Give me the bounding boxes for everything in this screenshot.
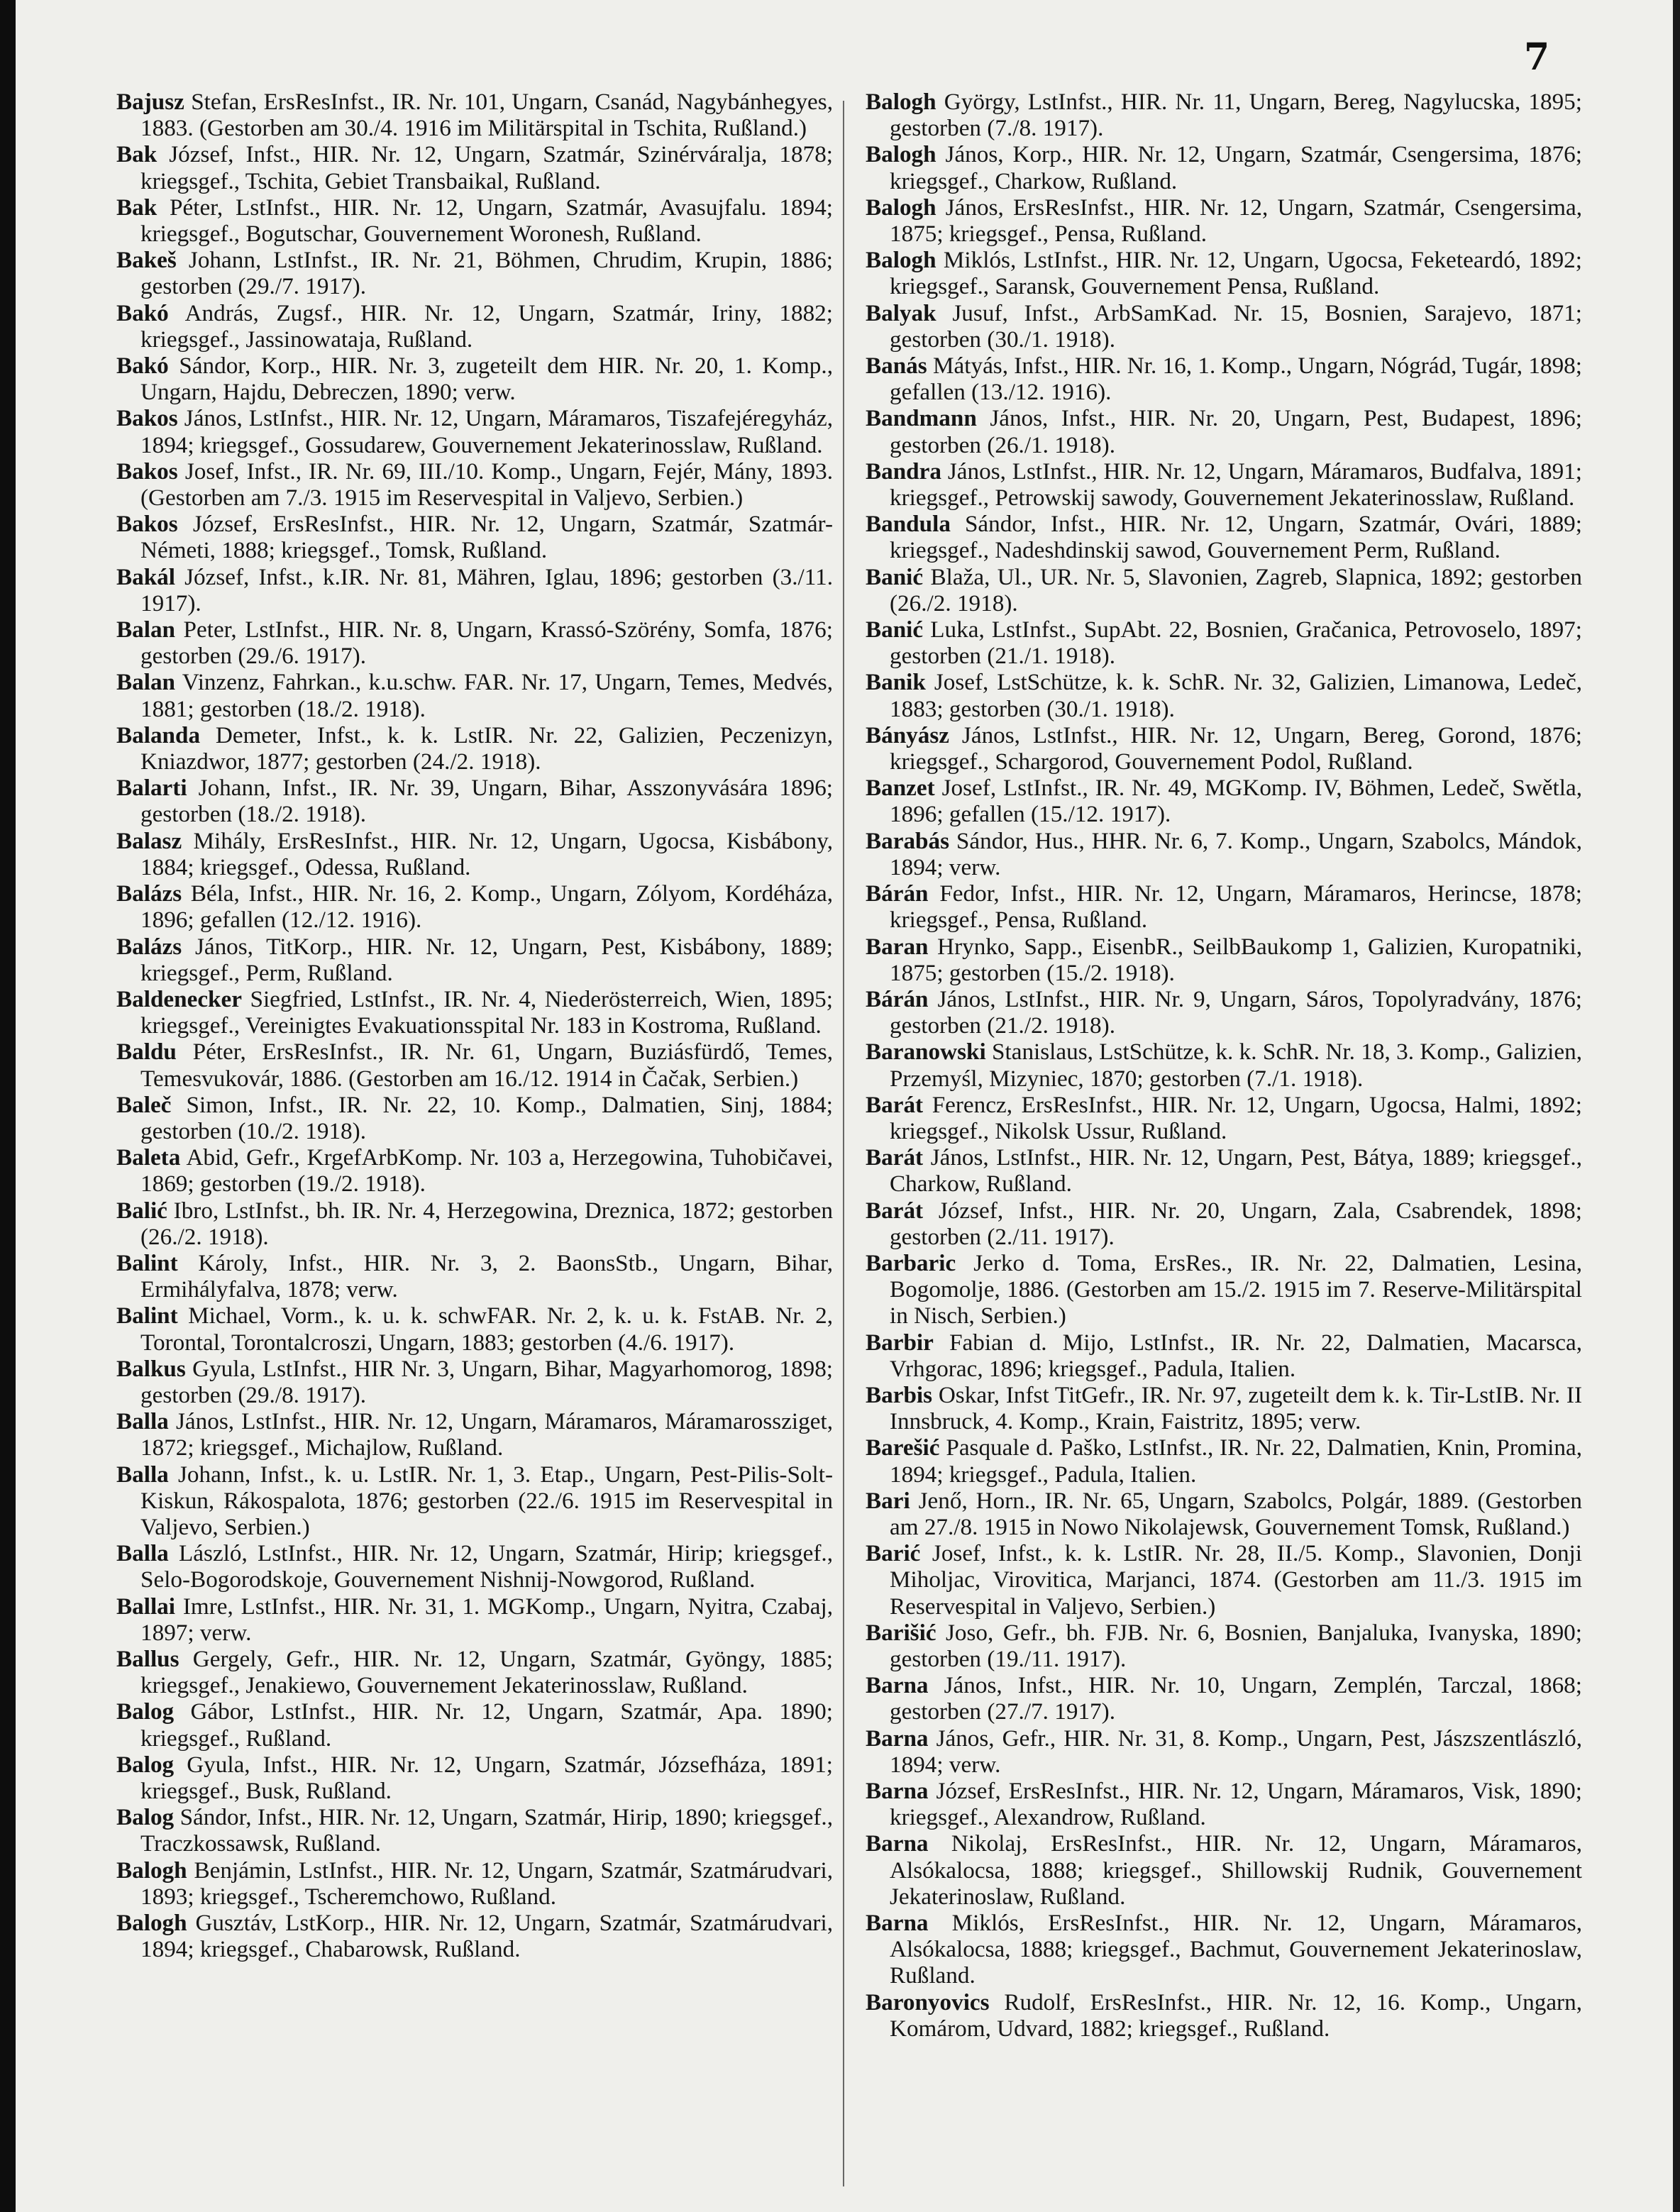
entry-details: Hrynko, Sapp., EisenbR., SeilbBaukomp 1, Galizien, Kuropatniki, 1875; gestorben (15./2. 1918). — [890, 933, 1582, 986]
list-entry — [116, 564, 833, 616]
list-entry — [866, 986, 1582, 1039]
entry-surname: Bakos — [116, 405, 178, 432]
list-entry — [116, 1857, 833, 1910]
entry-surname: Barát — [866, 1197, 924, 1224]
entry-details: Rudolf, ErsResInfst., HIR. Nr. 12, 16. Komp., Ungarn, Komárom, Udvard, 1882; kriegsgef., Rußland. — [890, 1989, 1582, 2042]
entry-surname: Banzet — [866, 775, 935, 802]
entry-surname: Bakos — [116, 511, 178, 538]
list-entry — [116, 353, 833, 405]
entry-details: Fedor, Infst., HIR. Nr. 12, Ungarn, Máramaros, Herincse, 1878; kriegsgef., Pensa, Rußland. — [890, 880, 1582, 934]
list-entry — [866, 880, 1582, 933]
entry-details: Péter, ErsResInfst., IR. Nr. 61, Ungarn, Buziásfürdő, Temes, Temesvukovár, 1886. (Gestorben am 16./12. 1914 in Čačak, Serbien.) — [140, 1039, 834, 1092]
entry-details: Oskar, Infst TitGefr., IR. Nr. 97, zugeteilt dem k. k. Tir-LstIB. Nr. II Innsbruck, 4. Komp., Krain, Faistritz, 1895; verw. — [890, 1381, 1583, 1435]
entry-details: Michael, Vorm., k. u. k. schwFAR. Nr. 2, k. u. k. FstAB. Nr. 2, Torontal, Torontalcroszi, Ungarn, 1883; gestorben (4./6. 1917). — [140, 1303, 833, 1356]
entry-surname: Barišić — [866, 1619, 936, 1646]
entry-details: Josef, LstInfst., IR. Nr. 49, MGKomp. IV, Böhmen, Ledeč, Swětla, 1896; gefallen (15./12. 1917). — [890, 775, 1582, 828]
list-entry — [866, 458, 1582, 511]
list-entry — [116, 1408, 833, 1461]
entry-details: Abid, Gefr., KrgefArbKomp. Nr. 103 a, Herzegowina, Tuhobičavei, 1869; gestorben (19./2. 1918). — [140, 1144, 834, 1198]
entry-details: János, LstInfst., HIR. Nr. 12, Ungarn, Máramaros, Máramarossziget, 1872; kriegsgef., Michajlow, Rußland. — [140, 1408, 833, 1461]
entry-surname: Bak — [116, 141, 158, 168]
entry-surname: Baleta — [116, 1144, 181, 1171]
list-entry — [866, 141, 1582, 194]
entry-details: József, ErsResInfst., HIR. Nr. 12, Ungarn, Szatmár, Szatmár-Németi, 1888; kriegsgef., Tomsk, Rußland. — [140, 511, 833, 564]
entry-surname: Balog — [116, 1751, 175, 1778]
list-entry — [866, 300, 1582, 353]
entry-surname: Barna — [866, 1910, 929, 1937]
list-entry — [116, 986, 833, 1039]
entry-surname: Ballus — [116, 1645, 179, 1672]
entry-surname: Balla — [116, 1461, 169, 1488]
entry-details: János, LstInfst., HIR. Nr. 9, Ungarn, Sáros, Topolyradvány, 1876; gestorben (21./2. 1918). — [890, 985, 1583, 1039]
entry-surname: Bárán — [866, 880, 929, 907]
list-entry — [116, 1303, 833, 1355]
list-entry — [116, 775, 833, 827]
entry-surname: Balan — [116, 669, 176, 696]
entry-details: Mátyás, Infst., HIR. Nr. 16, 1. Komp., Ungarn, Nógrád, Tugár, 1898; gefallen (13./12. 1916). — [890, 353, 1582, 406]
entry-details: Sándor, Hus., HHR. Nr. 6, 7. Komp., Ungarn, Szabolcs, Mándok, 1894; verw. — [890, 827, 1582, 880]
list-entry — [866, 405, 1582, 458]
list-entry — [866, 1198, 1582, 1250]
entry-surname: Balogh — [866, 141, 936, 168]
entry-details: Károly, Infst., HIR. Nr. 3, 2. BaonsStb., Ungarn, Bihar, Ermihályfalva, 1878; verw. — [140, 1249, 834, 1303]
list-entry — [116, 934, 833, 986]
entry-details: János, ErsResInfst., HIR. Nr. 12, Ungarn, Szatmár, Csengersima, 1875; kriegsgef., Pensa, Rußland. — [890, 194, 1583, 248]
entry-surname: Banás — [866, 353, 927, 380]
entry-details: Peter, LstInfst., HIR. Nr. 8, Ungarn, Krassó-Szörény, Somfa, 1876; gestorben (29./6. 1917). — [140, 616, 834, 670]
entry-surname: Balyak — [866, 299, 936, 326]
entry-details: Miklós, ErsResInfst., HIR. Nr. 12, Ungarn, Máramaros, Alsókalocsa, 1888; kriegsgef., Bachmut, Gouvernement Jekaterinoslaw, Rußland. — [890, 1910, 1583, 1989]
entry-details: Blaža, Ul., UR. Nr. 5, Slavonien, Zagreb, Slapnica, 1892; gestorben (26./2. 1918). — [890, 563, 1583, 616]
entry-surname: Banić — [866, 616, 924, 643]
entry-details: Péter, LstInfst., HIR. Nr. 12, Ungarn, Szatmár, Avasujfalu. 1894; kriegsgef., Bogutschar, Gouvernement Woronesh, Rußland. — [140, 194, 834, 248]
entry-details: Stanislaus, LstSchütze, k. k. SchR. Nr. 18, 3. Komp., Galizien, Przemyśl, Mizyniec, 1870; gestorben (7./1. 1918). — [890, 1039, 1583, 1092]
entry-surname: Barna — [866, 1672, 929, 1699]
entry-details: Sándor, Korp., HIR. Nr. 3, zugeteilt dem HIR. Nr. 20, 1. Komp., Ungarn, Hajdu, Debreczen, 1890; verw. — [140, 353, 833, 406]
list-entry — [866, 1989, 1582, 2042]
entry-surname: Balasz — [116, 827, 182, 854]
list-entry — [866, 1910, 1582, 1989]
list-entry — [866, 828, 1582, 880]
entry-surname: Banik — [866, 669, 926, 696]
column-divider — [843, 101, 844, 2186]
entry-surname: Balogh — [116, 1910, 187, 1937]
entry-details: János, LstInfst., HIR. Nr. 12, Ungarn, Bereg, Gorond, 1876; kriegsgef., Schargorod, Gouvernement Podol, Rußland. — [890, 721, 1582, 775]
list-entry — [866, 1620, 1582, 1672]
entry-surname: Balogh — [866, 247, 936, 274]
entry-details: János, LstInfst., HIR. Nr. 12, Ungarn, Pest, Bátya, 1889; kriegsgef., Charkow, Rußland. — [890, 1144, 1583, 1198]
list-entry — [866, 511, 1582, 563]
entry-details: Sándor, Infst., HIR. Nr. 12, Ungarn, Szatmár, Hirip, 1890; kriegsgef., Traczkossawsk, Rußland. — [140, 1804, 833, 1857]
list-entry — [116, 458, 833, 511]
entry-details: Luka, LstInfst., SupAbt. 22, Bosnien, Gračanica, Petrovoselo, 1897; gestorben (21./1. 1918). — [890, 616, 1582, 670]
entry-details: János, Gefr., HIR. Nr. 31, 8. Komp., Ungarn, Pest, Jászszentlászló, 1894; verw. — [890, 1725, 1583, 1778]
entry-surname: Ballai — [116, 1593, 175, 1620]
entry-details: Ibro, LstInfst., bh. IR. Nr. 4, Herzegowina, Dreznica, 1872; gestorben (26./2. 1918). — [140, 1197, 834, 1250]
entry-surname: Balla — [116, 1408, 169, 1435]
entry-surname: Balla — [116, 1540, 169, 1567]
entry-surname: Barić — [866, 1540, 921, 1567]
entry-surname: Barna — [866, 1830, 929, 1857]
entry-surname: Bakos — [116, 458, 178, 485]
list-entry — [116, 1540, 833, 1593]
entry-details: András, Zugsf., HIR. Nr. 12, Ungarn, Szatmár, Iriny, 1882; kriegsgef., Jassinowataja, Rußland. — [140, 299, 834, 353]
list-entry — [116, 722, 833, 775]
entry-details: Josef, LstSchütze, k. k. SchR. Nr. 32, Galizien, Limanowa, Ledeč, 1883; gestorben (30./1. 1918). — [890, 669, 1583, 722]
list-entry — [116, 141, 833, 194]
entry-surname: Barát — [866, 1144, 924, 1171]
list-entry — [866, 1488, 1582, 1540]
list-entry — [866, 722, 1582, 775]
list-entry — [866, 1039, 1582, 1091]
list-entry — [866, 616, 1582, 669]
entry-surname: Balog — [116, 1804, 175, 1831]
scan-edge-left — [0, 0, 16, 2212]
entry-details: Gábor, LstInfst., HIR. Nr. 12, Ungarn, Szatmár, Apa. 1890; kriegsgef., Rußland. — [140, 1698, 833, 1752]
entry-surname: Balogh — [116, 1857, 187, 1884]
page-number: 7 — [1524, 35, 1550, 79]
entry-surname: Baronyovics — [866, 1989, 990, 2015]
entry-surname: Balkus — [116, 1355, 186, 1382]
list-entry — [116, 669, 833, 721]
entry-surname: Balogh — [866, 89, 936, 115]
list-entry — [116, 511, 833, 563]
list-entry — [866, 1144, 1582, 1197]
list-entry — [866, 1725, 1582, 1778]
entry-details: Josef, Infst., IR. Nr. 69, III./10. Komp., Ungarn, Fejér, Mány, 1893. (Gestorben am 7./3. 1915 im Reservespital in Valjevo, Serbien.) — [140, 458, 834, 511]
entry-surname: Bakó — [116, 299, 169, 326]
list-entry — [116, 300, 833, 353]
entry-surname: Baran — [866, 933, 929, 960]
entry-details: János, Infst., HIR. Nr. 20, Ungarn, Pest, Budapest, 1896; gestorben (26./1. 1918). — [890, 405, 1583, 458]
entry-surname: Balić — [116, 1197, 167, 1224]
list-entry — [866, 669, 1582, 721]
list-entry — [116, 1698, 833, 1751]
entry-details: Imre, LstInfst., HIR. Nr. 31, 1. MGKomp., Ungarn, Nyitra, Czabaj, 1897; verw. — [140, 1593, 833, 1646]
entry-details: Jusuf, Infst., ArbSamKad. Nr. 15, Bosnien, Sarajevo, 1871; gestorben (30./1. 1918). — [890, 299, 1583, 353]
entry-details: Joso, Gefr., bh. FJB. Nr. 6, Bosnien, Banjaluka, Ivanyska, 1890; gestorben (19./11. 1917). — [890, 1619, 1582, 1672]
entry-details: János, TitKorp., HIR. Nr. 12, Ungarn, Pest, Kisbábony, 1889; kriegsgef., Perm, Rußland. — [140, 933, 833, 986]
list-entry — [116, 1593, 833, 1646]
scan-edge-right — [1673, 0, 1680, 2212]
entry-details: Sándor, Infst., HIR. Nr. 12, Ungarn, Szatmár, Ovári, 1889; kriegsgef., Nadeshdinskij sawod, Gouvernement Perm, Rußland. — [890, 511, 1582, 564]
entry-surname: Baleč — [116, 1091, 172, 1118]
list-entry — [116, 194, 833, 247]
entry-surname: Barešić — [866, 1434, 940, 1461]
list-entry — [116, 1198, 833, 1250]
entry-details: Jerko d. Toma, ErsRes., IR. Nr. 22, Dalmatien, Lesina, Bogomolje, 1886. (Gestorben am 15./2. 1915 im 7. Reserve-Militärspital in Nisch, Serbien.) — [890, 1249, 1583, 1329]
list-entry — [866, 353, 1582, 405]
list-entry — [866, 1434, 1582, 1487]
entry-surname: Balint — [116, 1303, 178, 1329]
entry-surname: Baldu — [116, 1039, 177, 1066]
list-entry — [116, 1092, 833, 1144]
list-entry — [116, 247, 833, 299]
list-entry — [116, 828, 833, 880]
entry-surname: Banić — [866, 563, 924, 590]
list-entry — [116, 405, 833, 458]
entry-details: János, Korp., HIR. Nr. 12, Ungarn, Szatmár, Csengersima, 1876; kriegsgef., Charkow, Rußland. — [890, 141, 1582, 194]
list-entry — [866, 934, 1582, 986]
right-column — [866, 89, 1582, 2042]
list-entry — [866, 247, 1582, 299]
list-entry — [866, 1672, 1582, 1725]
list-entry — [866, 89, 1582, 141]
entry-details: Mihály, ErsResInfst., HIR. Nr. 12, Ungarn, Ugocsa, Kisbábony, 1884; kriegsgef., Odessa, Rußland. — [140, 827, 833, 880]
entry-details: Jenő, Horn., IR. Nr. 65, Ungarn, Szabolcs, Polgár, 1889. (Gestorben am 27./8. 1915 in Nowo Nikolajewsk, Gouvernement Tomsk, Rußland.) — [890, 1487, 1583, 1540]
entry-surname: Barbaric — [866, 1249, 956, 1276]
entry-surname: Barabás — [866, 827, 950, 854]
entry-details: László, LstInfst., HIR. Nr. 12, Ungarn, Szatmár, Hirip; kriegsgef., Selo-Bogorodskoje, Gouvernement Nishnij-Nowgorod, Rußland. — [140, 1540, 833, 1593]
list-entry — [116, 1356, 833, 1408]
entry-surname: Balarti — [116, 775, 187, 802]
list-entry — [866, 1382, 1582, 1434]
list-entry — [866, 1250, 1582, 1329]
list-entry — [116, 1910, 833, 1962]
entry-surname: Bakál — [116, 563, 176, 590]
entry-surname: Balogh — [866, 194, 936, 221]
list-entry — [116, 89, 833, 141]
entry-details: Miklós, LstInfst., HIR. Nr. 12, Ungarn, Ugocsa, Feketeardó, 1892; kriegsgef., Saransk, Gouvernement Pensa, Rußland. — [890, 247, 1582, 300]
entry-details: Fabian d. Mijo, LstInfst., IR. Nr. 22, Dalmatien, Macarsca, Vrhgorac, 1896; kriegsgef., Padula, Italien. — [890, 1329, 1582, 1382]
list-entry — [116, 1461, 833, 1541]
list-entry — [116, 1144, 833, 1197]
entry-details: Gyula, LstInfst., HIR Nr. 3, Ungarn, Bihar, Magyarhomorog, 1898; gestorben (29./8. 1917). — [140, 1355, 834, 1408]
entry-details: Gusztáv, LstKorp., HIR. Nr. 12, Ungarn, Szatmár, Szatmárudvari, 1894; kriegsgef., Chabarowsk, Rußland. — [140, 1910, 834, 1963]
entry-surname: Barát — [866, 1091, 924, 1118]
entry-surname: Balanda — [116, 721, 201, 748]
entry-details: János, Infst., HIR. Nr. 10, Ungarn, Zemplén, Tarczal, 1868; gestorben (27./7. 1917). — [890, 1672, 1582, 1725]
entry-surname: Barna — [866, 1778, 929, 1804]
entry-details: Johann, LstInfst., IR. Nr. 21, Böhmen, Chrudim, Krupin, 1886; gestorben (29./7. 1917). — [140, 247, 834, 300]
entry-surname: Balázs — [116, 933, 182, 960]
list-entry — [866, 1540, 1582, 1620]
list-entry — [116, 1250, 833, 1303]
entry-details: Demeter, Infst., k. k. LstIR. Nr. 22, Galizien, Peczenizyn, Kniazdwor, 1877; gestorben (24./2. 1918). — [140, 721, 833, 775]
entry-surname: Baldenecker — [116, 985, 242, 1012]
list-entry — [116, 1646, 833, 1698]
entry-surname: Barbir — [866, 1329, 934, 1356]
entry-details: Vinzenz, Fahrkan., k.u.schw. FAR. Nr. 17, Ungarn, Temes, Medvés, 1881; gestorben (18./2. 1918). — [140, 669, 833, 722]
entry-details: János, LstInfst., HIR. Nr. 12, Ungarn, Máramaros, Tiszafejéregyház, 1894; kriegsgef., Gossudarew, Gouvernement Jekaterinosslaw, Rußland. — [140, 405, 833, 458]
entry-surname: Bakeš — [116, 247, 177, 274]
entry-surname: Barbis — [866, 1381, 933, 1408]
entry-surname: Balan — [116, 616, 176, 643]
list-entry — [866, 1778, 1582, 1830]
list-entry — [116, 616, 833, 669]
entry-surname: Bandra — [866, 458, 941, 485]
list-entry — [116, 1804, 833, 1857]
entry-surname: Baranowski — [866, 1039, 986, 1066]
entry-surname: Bárán — [866, 985, 929, 1012]
entry-details: Gergely, Gefr., HIR. Nr. 12, Ungarn, Szatmár, Gyöngy, 1885; kriegsgef., Jenakiewo, Gouvernement Jekaterinosslaw, Rußland. — [140, 1645, 833, 1699]
list-entry — [866, 1092, 1582, 1144]
entry-surname: Bakó — [116, 353, 169, 380]
entry-details: Gyula, Infst., HIR. Nr. 12, Ungarn, Szatmár, Józsefháza, 1891; kriegsgef., Busk, Rußland. — [140, 1751, 834, 1804]
entry-surname: Bak — [116, 194, 158, 221]
list-entry — [116, 1039, 833, 1091]
entry-surname: Barna — [866, 1725, 929, 1752]
entry-details: József, Infst., HIR. Nr. 20, Ungarn, Zala, Csabrendek, 1898; gestorben (2./11. 1917). — [890, 1197, 1582, 1250]
entry-details: József, ErsResInfst., HIR. Nr. 12, Ungarn, Máramaros, Visk, 1890; kriegsgef., Alexandrow, Rußland. — [890, 1778, 1582, 1831]
entry-details: Johann, Infst., k. u. LstIR. Nr. 1, 3. Etap., Ungarn, Pest-Pilis-Solt-Kiskun, Rákospalota, 1876; gestorben (22./6. 1915 im Reservespital in Valjevo, Serbien.) — [140, 1461, 833, 1540]
entry-surname: Bandmann — [866, 405, 977, 432]
entry-details: Benjámin, LstInfst., HIR. Nr. 12, Ungarn, Szatmár, Szatmárudvari, 1893; kriegsgef., Tscheremchowo, Rußland. — [140, 1857, 834, 1910]
entry-surname: Bari — [866, 1487, 910, 1514]
entry-details: József, Infst., k.IR. Nr. 81, Mähren, Iglau, 1896; gestorben (3./11. 1917). — [140, 563, 834, 616]
list-entry — [116, 1752, 833, 1804]
entry-surname: Bányász — [866, 721, 950, 748]
entry-details: Simon, Infst., IR. Nr. 22, 10. Komp., Dalmatien, Sinj, 1884; gestorben (10./2. 1918). — [140, 1091, 834, 1144]
entry-details: Stefan, ErsResInfst., IR. Nr. 101, Ungarn, Csanád, Nagybánhegyes, 1883. (Gestorben am 30./4. 1916 im Militärspital in Tschita, Rußland.) — [140, 89, 834, 142]
entry-details: Johann, Infst., IR. Nr. 39, Ungarn, Bihar, Asszonyvására 1896; gestorben (18./2. 1918). — [140, 775, 834, 828]
entry-details: Ferencz, ErsResInfst., HIR. Nr. 12, Ungarn, Ugocsa, Halmi, 1892; kriegsgef., Nikolsk Ussur, Rußland. — [890, 1091, 1582, 1144]
entry-surname: Bandula — [866, 511, 951, 538]
list-entry — [866, 1830, 1582, 1910]
entry-details: György, LstInfst., HIR. Nr. 11, Ungarn, Bereg, Nagylucska, 1895; gestorben (7./8. 1917). — [890, 89, 1582, 142]
entry-details: János, LstInfst., HIR. Nr. 12, Ungarn, Máramaros, Budfalva, 1891; kriegsgef., Petrowskij sawody, Gouvernement Jekaterinosslaw, Rußland. — [890, 458, 1583, 511]
list-entry — [866, 564, 1582, 616]
list-entry — [116, 880, 833, 933]
list-entry — [866, 1329, 1582, 1382]
entry-details: Nikolaj, ErsResInfst., HIR. Nr. 12, Ungarn, Máramaros, Alsókalocsa, 1888; kriegsgef., Shillowskij Rudnik, Gouvernement Jekaterinoslaw, Rußland. — [890, 1830, 1582, 1910]
entry-surname: Balint — [116, 1249, 178, 1276]
list-entry — [866, 194, 1582, 247]
entry-details: Siegfried, LstInfst., IR. Nr. 4, Niederösterreich, Wien, 1895; kriegsgef., Vereinigtes Evakuationsspital Nr. 183 in Kostroma, Rußland. — [140, 985, 833, 1039]
entry-surname: Bajusz — [116, 89, 184, 115]
entry-surname: Balog — [116, 1698, 175, 1725]
list-entry — [866, 775, 1582, 827]
entry-details: József, Infst., HIR. Nr. 12, Ungarn, Szatmár, Szinérváralja, 1878; kriegsgef., Tschita, Gebiet Transbaikal, Rußland. — [140, 141, 834, 194]
entry-surname: Balázs — [116, 880, 182, 907]
entry-details: Béla, Infst., HIR. Nr. 16, 2. Komp., Ungarn, Zólyom, Kordéháza, 1896; gefallen (12./12. 1916). — [140, 880, 833, 934]
entry-details: Josef, Infst., k. k. LstIR. Nr. 28, II./5. Komp., Slavonien, Donji Miholjac, Virovitica, Marjanci, 1874. (Gestorben am 11./3. 1915 im Reservespital in Valjevo, Serbien.) — [890, 1540, 1582, 1620]
entry-details: Pasquale d. Paško, LstInfst., IR. Nr. 22, Dalmatien, Knin, Promina, 1894; kriegsgef., Padula, Italien. — [890, 1434, 1582, 1488]
left-column — [116, 89, 833, 1962]
